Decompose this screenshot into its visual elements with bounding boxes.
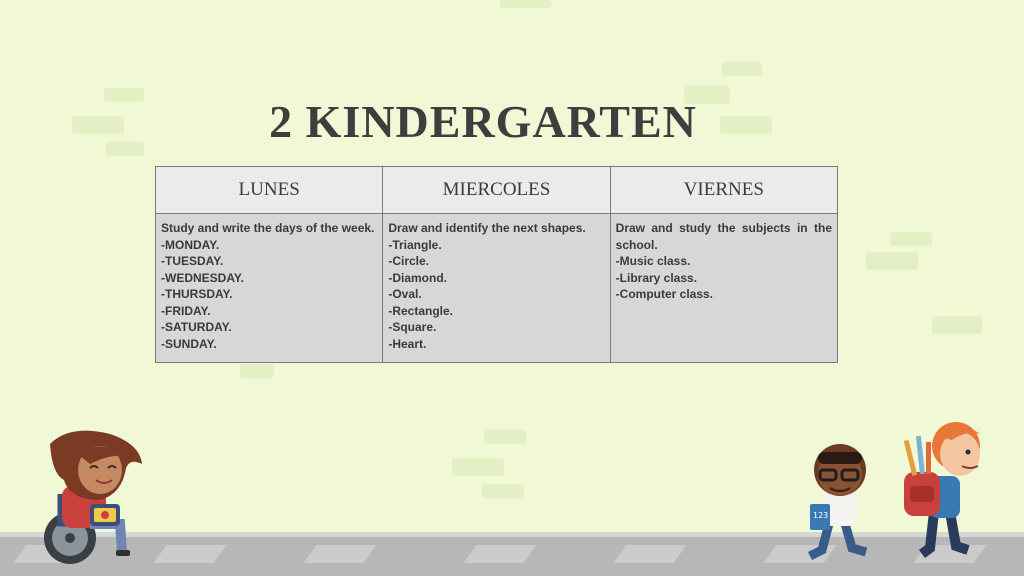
svg-text:123: 123 xyxy=(813,511,829,520)
cell-intro: Draw and study the subjects in the school. xyxy=(615,221,832,252)
list-item: -Triangle. xyxy=(388,237,442,252)
list-item: -Computer class. xyxy=(615,287,714,301)
list-item: -Rectangle. xyxy=(388,303,454,318)
header-miercoles: MIERCOLES xyxy=(383,167,610,214)
list-item: -Circle. xyxy=(388,254,430,268)
boy-glasses-illustration xyxy=(800,440,880,568)
list-item: -TUESDAY. xyxy=(161,254,224,268)
list-item: -SUNDAY. xyxy=(161,336,217,351)
background-brick xyxy=(500,0,552,8)
table-row xyxy=(156,214,838,363)
cell-intro: Study and write the days of the week. xyxy=(161,221,375,235)
background-brick xyxy=(932,316,982,334)
list-item: -Music class. xyxy=(615,254,691,268)
cell-viernes xyxy=(610,214,837,363)
sidewalk-stripe xyxy=(154,545,227,563)
page-title: 2 KINDERGARTEN xyxy=(269,95,697,147)
background-brick xyxy=(866,252,918,270)
header-lunes: LUNES xyxy=(156,167,383,214)
background-brick xyxy=(452,458,504,476)
list-item: -Library class. xyxy=(615,270,698,285)
sidewalk-stripe xyxy=(614,545,687,563)
list-item: -Diamond. xyxy=(388,270,447,285)
list-item: -THURSDAY. xyxy=(161,287,233,301)
cell-miercoles xyxy=(383,214,610,363)
list-item: -SATURDAY. xyxy=(161,320,232,334)
background-brick xyxy=(240,364,274,378)
list-item: -Heart. xyxy=(388,336,427,351)
background-brick xyxy=(484,430,526,444)
cell-lunes xyxy=(156,214,383,363)
schedule-table xyxy=(155,166,838,363)
sidewalk-stripe xyxy=(304,545,377,563)
table-header-row xyxy=(156,167,838,214)
girl-wheelchair-illustration xyxy=(30,424,160,568)
background-brick xyxy=(890,232,932,246)
boy-backpack-illustration xyxy=(896,412,996,564)
background-brick xyxy=(722,62,762,76)
list-item: -WEDNESDAY. xyxy=(161,270,244,285)
header-viernes: VIERNES xyxy=(610,167,837,214)
background-brick xyxy=(482,484,524,498)
list-item: -FRIDAY. xyxy=(161,303,211,318)
sidewalk-stripe xyxy=(464,545,537,563)
cell-intro: Draw and identify the next shapes. xyxy=(388,221,586,235)
list-item: -Square. xyxy=(388,320,437,334)
list-item: -MONDAY. xyxy=(161,237,220,252)
list-item: -Oval. xyxy=(388,287,422,301)
